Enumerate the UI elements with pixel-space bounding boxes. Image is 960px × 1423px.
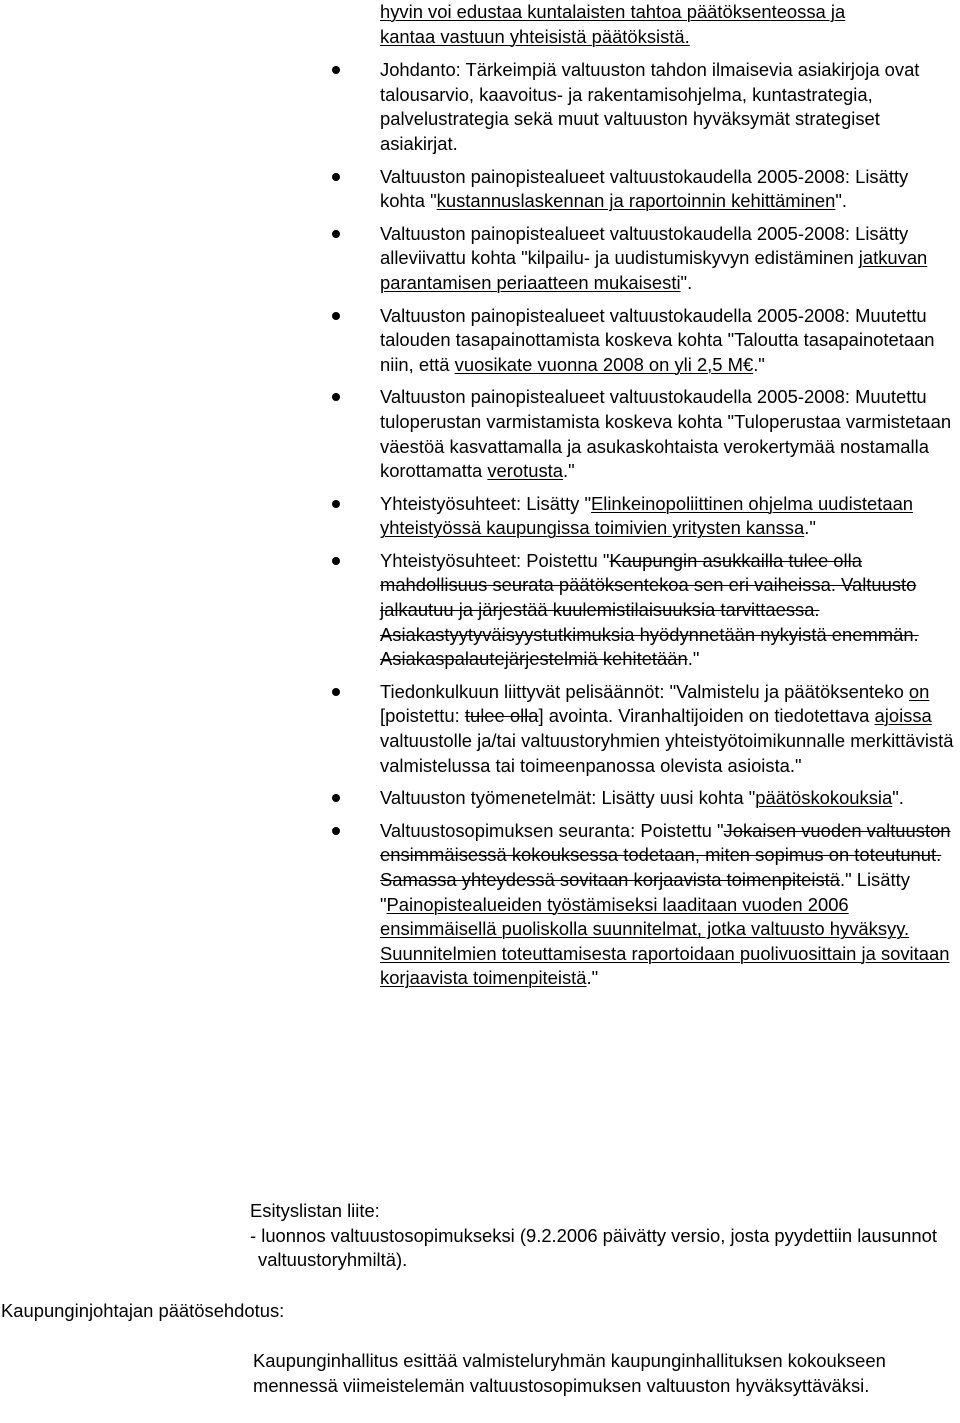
bullet-item — [332, 165, 958, 214]
bullet-items — [332, 58, 958, 991]
bullet-list — [332, 0, 958, 991]
bullet-dot — [332, 557, 340, 565]
bullet-dot — [332, 66, 340, 74]
bullet-item — [332, 549, 958, 672]
bullet-dot — [332, 393, 340, 401]
bullet-item — [332, 222, 958, 296]
item-text: ." — [804, 517, 816, 539]
intro-line: hyvin voi edustaa kuntalaisten tahtoa päätöksenteossa ja — [380, 1, 846, 22]
intro-line: kantaa vastuun yhteisistä päätöksistä. — [380, 25, 690, 47]
item-text: ." — [687, 648, 700, 670]
bullet-dot — [332, 500, 340, 508]
item-text: ". — [892, 787, 904, 809]
item-text: ." Lisätty " — [380, 869, 910, 915]
item-text: ". — [680, 271, 693, 293]
item-text: Valtuuston painopistealueet valtuustokaudella 2005-2008: Muutettu talouden tasapainottamista koskeva kohta "Taloutta tasapainotetaan niin, että — [380, 304, 935, 375]
attachment-section — [250, 1199, 958, 1273]
item-text: [poistettu: — [380, 705, 465, 727]
inserted-text: jatkuvan parantamisen periaatteen mukaisesti — [380, 247, 928, 293]
item-text: ." — [753, 353, 765, 375]
inserted-text: kustannuslaskennan ja raportoinnin kehittäminen — [436, 190, 836, 212]
bullet-dot — [332, 173, 340, 181]
inserted-text: Elinkeinopoliittinen ohjelma uudistetaan yhteistyössä kaupungissa toimivien yritysten kanssa — [380, 492, 914, 539]
deleted-text: Jokaisen vuoden valtuuston ensimmäisessä kokouksessa todetaan, miten sopimus on toteutunut. Samassa yhteydessä sovitaan korjaavista toimenpiteistä — [380, 819, 951, 890]
item-text: Yhteistyösuhteet: Lisätty " — [380, 492, 591, 514]
item-text: Valtuustosopimuksen seuranta: Poistettu " — [380, 819, 724, 841]
deleted-text: Kaupungin asukkailla tulee olla mahdollisuus seurata päätöksentekoa sen eri vaiheissa. Valtuusto jalkautuu ja järjestää kuulemistilaisuuksia tarvittaessa. Asiakastyytyväisyystutkimuksia hyödynnetään nykyistä enemmän. Asiakaspalautejärjestelmiä kehitetään — [380, 549, 919, 670]
attachment-heading: Esityslistan liite: — [250, 1200, 380, 1221]
item-text: Valtuuston painopistealueet valtuustokaudella 2005-2008: Lisätty alleviivattu kohta "kilpailu- ja uudistumiskyvyn edistäminen — [380, 222, 909, 269]
bullet-dot — [332, 312, 340, 320]
bullet-item — [332, 385, 958, 483]
inserted-text: ajoissa — [874, 705, 932, 727]
proposal-label: Kaupunginjohtajan päätösehdotus: — [1, 1300, 285, 1321]
item-text: Tiedonkulkuun liittyvät pelisäännöt: "Valmistelu ja päätöksenteko — [380, 680, 909, 702]
inserted-text: on — [908, 680, 930, 702]
bullet-item — [332, 58, 958, 156]
item-text: Valtuuston painopistealueet valtuustokaudella 2005-2008: Lisätty kohta " — [380, 165, 909, 212]
bullet-item — [332, 304, 958, 378]
bullet-item — [332, 786, 958, 811]
proposal-text: Kaupunginhallitus esittää valmisteluryhmän kaupunginhallituksen kokoukseen mennessä viimeistelemän valtuustosopimuksen valtuuston hyväksyttäväksi. — [253, 1350, 886, 1396]
item-text: Yhteistyösuhteet: Poistettu " — [380, 549, 610, 571]
bullet-item — [332, 492, 958, 541]
item-text: Valtuuston painopistealueet valtuustokaudella 2005-2008: Muutettu tuloperustan varmistamista koskeva kohta "Tuloperustaa varmistetaan väestöä kasvattamalla ja asukaskohtaista verokertymää nostamalla korottamatta — [380, 386, 952, 482]
inserted-text: päätöskokouksia — [755, 787, 893, 809]
intro-continuation — [332, 0, 958, 49]
item-text: valtuustolle ja/tai valtuustoryhmien yhteistyötoimikunnalle merkittävistä valmistelussa tai toimeenpanossa olevista asioista." — [380, 730, 954, 776]
bullet-dot — [332, 230, 340, 238]
item-text: ". — [835, 190, 848, 212]
inserted-text: verotusta — [487, 460, 563, 482]
item-text: Johdanto: Tärkeimpiä valtuuston tahdon ilmaisevia asiakirjoja ovat talousarvio, kaavoitus- ja rakentamisohjelma, kuntastrategia, palvelustrategia sekä muut valtuuston hyväksymät strategiset asiakirjat. — [380, 59, 920, 154]
bullet-item — [332, 819, 958, 991]
attachment-line: - luonnos valtuustosopimukseksi (9.2.2006 päivätty versio, josta pyydettiin lausunnot valtuustoryhmiltä). — [250, 1224, 937, 1271]
deleted-text: tulee olla — [464, 705, 539, 727]
inserted-text: vuosikate vuonna 2008 on yli 2,5 M€ — [454, 353, 754, 375]
item-text: Valtuuston työmenetelmät: Lisätty uusi kohta " — [380, 787, 756, 809]
item-text: ." — [562, 460, 575, 482]
item-text: ] avointa. Viranhaltijoiden on tiedotettava — [538, 705, 875, 727]
bullet-dot — [332, 794, 340, 802]
bullet-dot — [332, 827, 340, 835]
item-text: ." — [586, 967, 599, 989]
inserted-text: Painopistealueiden työstämiseksi laaditaan vuoden 2006 ensimmäisellä puoliskolla suunnitelmat, jotka valtuusto hyväksyy. Suunnitelmien toteuttamisesta raportoidaan puolivuosittain ja sovitaan korjaavista toimenpiteistä — [380, 893, 950, 989]
bullet-item — [332, 680, 958, 778]
bullet-dot — [332, 688, 340, 696]
